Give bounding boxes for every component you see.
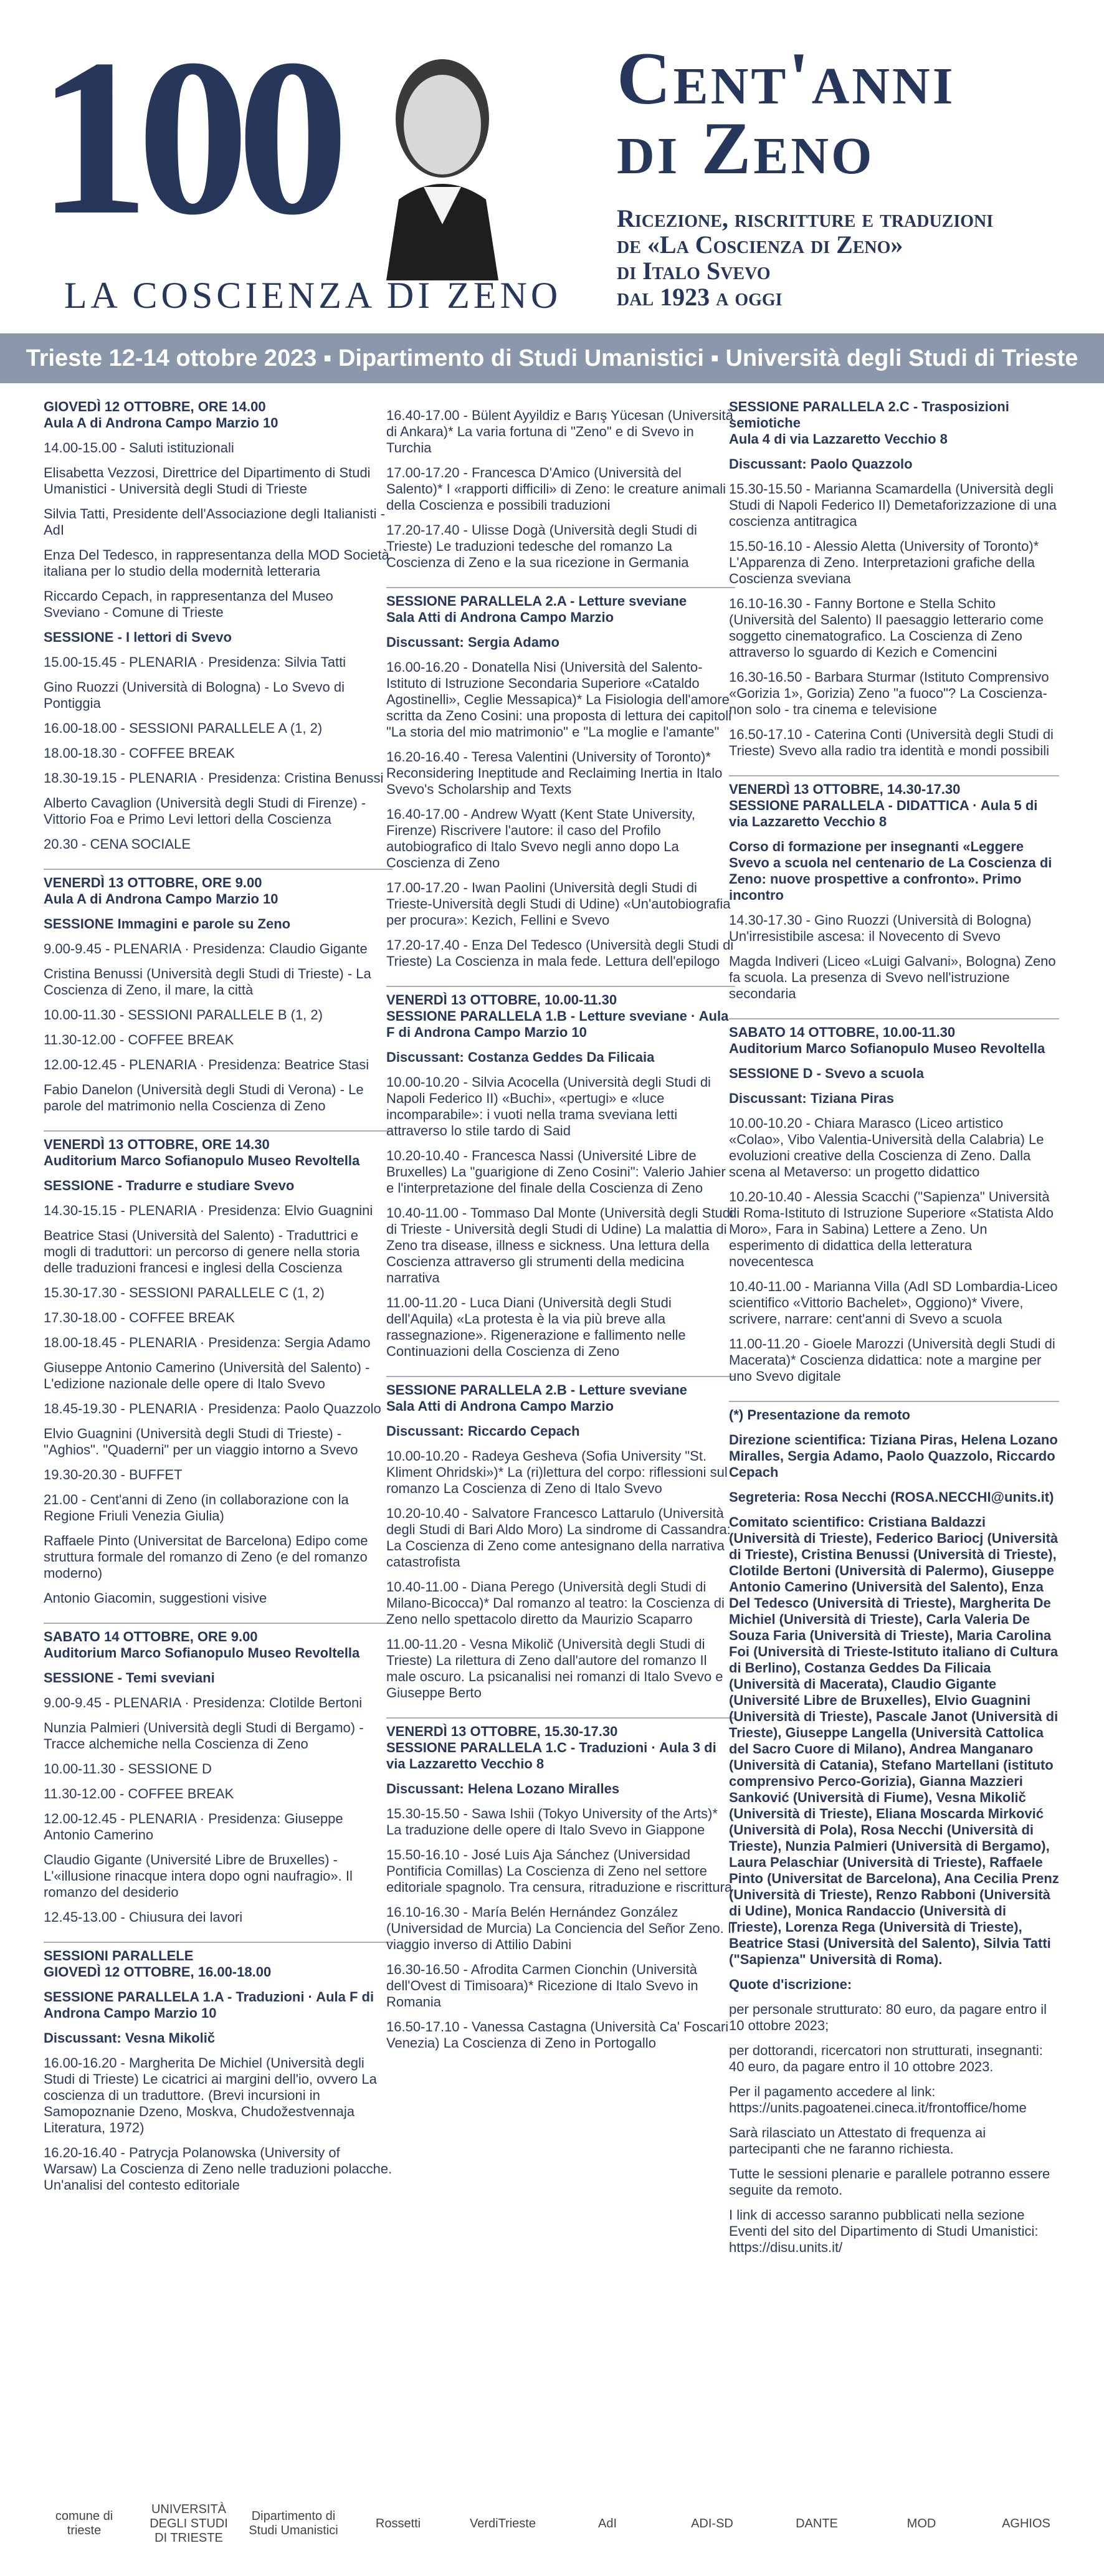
partner-logo: ADI-SD <box>691 2516 733 2531</box>
program-item: 10.20-10.40 - Salvatore Francesco Lattarulo (Università degli Studi di Bari Aldo Moro) La sindrome di Cassandra: La Coscienza di Zeno come antesignano della narrativa catastrofista <box>386 1505 731 1570</box>
partner-logo: comune di trieste <box>55 2509 113 2537</box>
block-subheading: Sala Atti di Androna Campo Marzio <box>386 1398 614 1414</box>
program-block <box>729 399 1059 759</box>
program-item: SESSIONE - Temi sveviani <box>44 1670 215 1686</box>
block-subheading: Aula A di Androna Campo Marzio 10 <box>44 415 278 431</box>
program-item: 16.20-16.40 - Patrycja Polanowska (University of Warsaw) La Coscienza di Zeno nelle traduzioni polacche. Un'analisi del contesto editoriale <box>44 2145 393 2193</box>
program-item: Silvia Tatti, Presidente dell'Associazione degli Italianisti - AdI <box>44 506 385 538</box>
program-item: 15.30-15.50 - Marianna Scamardella (Università degli Studi di Napoli Federico II) Demetaforizzazione di una coscienza antitragica <box>729 481 1057 529</box>
program-item: 12.00-12.45 - PLENARIA · Presidenza: Beatrice Stasi <box>44 1057 369 1072</box>
program-item: Beatrice Stasi (Università del Salento) - Traduttrici e mogli di traduttori: un percorso di genere nella storia delle traduzioni francesi e inglesi della Coscienza <box>44 1228 360 1276</box>
block-heading: SABATO 14 OTTOBRE, ORE 9.00 <box>44 1629 258 1644</box>
program-item: Cristina Benussi (Università degli Studi di Trieste) - La Coscienza di Zeno, il mare, la città <box>44 966 371 998</box>
program-item: Giuseppe Antonio Camerino (Università del Salento) - L'edizione nazionale delle opere di Italo Svevo <box>44 1360 370 1391</box>
program-item: Discussant: Costanza Geddes Da Filicaia <box>386 1049 655 1065</box>
title-line: Cent'anni <box>617 37 956 120</box>
partner-logo: Dipartimento di Studi Umanistici <box>249 2509 338 2537</box>
program-item: 16.20-16.40 - Teresa Valentini (University of Toronto)* Reconsidering Ineptitude and Reclaiming Inertia in Italo Svevo's Scholarship and Texts <box>386 749 723 797</box>
block-heading: VENERDÌ 13 OTTOBRE, 14.30-17.30 <box>729 781 961 797</box>
program-block <box>44 1130 393 1606</box>
program-item: Enza Del Tedesco, in rappresentanza della MOD Società italiana per lo studio della modernità letteraria <box>44 547 389 579</box>
program-item: Riccardo Cepach, in rappresentanza del Museo Sveviano - Comune di Trieste <box>44 588 333 620</box>
program-item: 20.30 - CENA SOCIALE <box>44 836 191 852</box>
program-item: 10.40-11.00 - Marianna Villa (AdI SD Lombardia-Liceo scientifico «Vittorio Bachelet», Oggiono)* Vivere, scrivere, narrare: cent'anni di Svevo a scuola <box>729 1279 1058 1327</box>
program-item: 17.00-17.20 - Francesca D'Amico (Università del Salento)* I «rapporti difficili» di Zeno: le creature animali della Coscienza e possibili traduzioni <box>386 465 726 513</box>
program-item: 14.30-15.15 - PLENARIA · Presidenza: Elvio Guagnini <box>44 1203 373 1218</box>
block-heading: SESSIONI PARALLELE <box>44 1948 194 1963</box>
program-item: SESSIONE D - Svevo a scuola <box>729 1066 925 1081</box>
program-item: 17.30-18.00 - COFFEE BREAK <box>44 1310 235 1325</box>
block-heading: SABATO 14 OTTOBRE, 10.00-11.30 <box>729 1024 956 1040</box>
block-subheading: SESSIONE PARALLELA 1.C - Traduzioni · Aula 3 di via Lazzaretto Vecchio 8 <box>386 1740 716 1772</box>
program-item: 16.30-16.50 - Afrodita Carmen Cionchin (Università dell'Ovest di Timisoara)* Ricezione di Italo Svevo in Romania <box>386 1962 698 2010</box>
program-item: Corso di formazione per insegnanti «Leggere Svevo a scuola nel centenario de La Coscienza di Zeno: nuove prospettive a confronto». Primo incontro <box>729 839 1052 903</box>
block-subheading: Sala Atti di Androna Campo Marzio <box>386 609 614 625</box>
block-heading: VENERDÌ 13 OTTOBRE, 10.00-11.30 <box>386 992 617 1008</box>
program-block <box>386 408 735 571</box>
program-item: 17.00-17.20 - Iwan Paolini (Università degli Studi di Trieste-Università degli Studi di Udine) «Un'autobiografia per procura»: Kezich, Fellini e Svevo <box>386 880 731 928</box>
subtitle-line: dal 1923 a oggi <box>617 283 783 311</box>
program-item: 16.10-16.30 - Fanny Bortone e Stella Schito (Università del Salento) Il paesaggio letterario come soggetto cinematografico. La Coscienza di Zeno attraverso lo sguardo di Kezich e Comencini <box>729 596 1044 660</box>
partner-logo: UNIVERSITÀ DEGLI STUDI DI TRIESTE <box>150 2502 228 2545</box>
program-item: 11.00-11.20 - Luca Diani (Università degli Studi dell'Aquila) «La protesta è la via più breve alla rassegnazione». Rigenerazione e fallimento nelle Continuazioni della Coscienza di Zeno <box>386 1295 686 1359</box>
program-item: Direzione scientifica: Tiziana Piras, Helena Lozano Miralles, Sergia Adamo, Paolo Quazzolo, Riccardo Cepach <box>729 1432 1058 1480</box>
program-item: Discussant: Vesna Mikolič <box>44 2030 216 2046</box>
partner-logo: Rossetti <box>375 2516 421 2531</box>
block-heading: VENERDÌ 13 OTTOBRE, 15.30-17.30 <box>386 1724 618 1739</box>
program-item: Discussant: Riccardo Cepach <box>386 1423 580 1439</box>
program-item: 15.00-15.45 - PLENARIA · Presidenza: Silvia Tatti <box>44 654 346 670</box>
program-item: Fabio Danelon (Università degli Studi di Verona) - Le parole del matrimonio nella Coscienza di Zeno <box>44 1082 364 1114</box>
program-item: Discussant: Helena Lozano Miralles <box>386 1781 620 1796</box>
block-subheading: SESSIONE PARALLELA - DIDATTICA · Aula 5 di via Lazzaretto Vecchio 8 <box>729 798 1038 829</box>
program-item: Segreteria: Rosa Necchi (ROSA.NECCHI@units.it) <box>729 1489 1054 1505</box>
program-block <box>729 1401 1059 2256</box>
program-item: 15.30-17.30 - SESSIONI PARALLELE C (1, 2) <box>44 1285 325 1300</box>
program-item: 11.30-12.00 - COFFEE BREAK <box>44 1786 234 1801</box>
program-item: 11.30-12.00 - COFFEE BREAK <box>44 1032 234 1047</box>
block-heading: (*) Presentazione da remoto <box>729 1407 910 1423</box>
program-block <box>44 869 393 1114</box>
block-subheading: SESSIONE PARALLELA 1.B - Letture sveviane · Aula F di Androna Campo Marzio 10 <box>386 1008 729 1040</box>
partner-logo: MOD <box>907 2516 936 2531</box>
block-subheading: Auditorium Marco Sofianopulo Museo Revoltella <box>729 1041 1045 1056</box>
program-item: 12.45-13.00 - Chiusura dei lavori <box>44 1909 243 1925</box>
program-item: Per il pagamento accedere al link: https://units.pagoatenei.cineca.it/frontoffice/home <box>729 2084 1027 2116</box>
subtitle-line: di Italo Svevo <box>617 257 771 285</box>
program-item: 19.30-20.30 - BUFFET <box>44 1467 183 1482</box>
event-band: Trieste 12-14 ottobre 2023 ▪ Dipartimento di Studi Umanistici ▪ Università degli Studi di Trieste <box>0 333 1104 383</box>
block-heading: SESSIONE PARALLELA 2.B - Letture sveviane <box>386 1382 687 1398</box>
program-item: 18.45-19.30 - PLENARIA · Presidenza: Paolo Quazzolo <box>44 1401 381 1416</box>
title-line: di Zeno <box>617 107 875 189</box>
portrait-image <box>349 44 536 280</box>
program-item: I link di accesso saranno pubblicati nella sezione Eventi del sito del Dipartimento di Studi Umanistici: https://disu.units.it/ <box>729 2207 1039 2255</box>
program-item: 10.00-10.20 - Silvia Acocella (Università degli Studi di Napoli Federico II) «Buchi», «pertugi» e «luce incomparabile»: i vuoti nella trama sveviana letti attraverso lo stile tardo di Said <box>386 1074 711 1138</box>
program-item: Elisabetta Vezzosi, Direttrice del Dipartimento di Studi Umanistici - Università degli Studi di Trieste <box>44 465 371 497</box>
program-item: 16.00-16.20 - Donatella Nisi (Università del Salento-Istituto di Istruzione Secondaria Superiore «Cataldo Agostinelli», Ceglie Messapica)* La Fisiologia dell'amore scritta da Zeno Cosini: una proposta di lettura dei capitoli "La storia del mio matrimonio" e "La moglie e l'amante" <box>386 659 731 740</box>
program-item: Raffaele Pinto (Universitat de Barcelona) Edipo come struttura formale del romanzo di Zeno (e del romanzo moderno) <box>44 1533 368 1581</box>
program-item: 17.20-17.40 - Enza Del Tedesco (Università degli Studi di Trieste) La Coscienza in mala fede. Lettura dell'epilogo <box>386 937 734 969</box>
program-item: 10.40-11.00 - Diana Perego (Università degli Studi di Milano-Bicocca)* Dal romanzo al teatro: la Coscienza di Zeno nello spettacolo diretto da Maurizio Scaparro <box>386 1579 725 1627</box>
program-item: 11.00-11.20 - Gioele Marozzi (Università degli Studi di Macerata)* Coscienza didattica: note a margine per uno Svevo digitale <box>729 1336 1055 1384</box>
program-block <box>44 1623 393 1925</box>
program-item: 21.00 - Cent'anni di Zeno (in collaborazione con la Regione Friuli Venezia Giulia) <box>44 1492 349 1524</box>
program-item: Sarà rilasciato un Attestato di frequenza ai partecipanti che ne faranno richiesta. <box>729 2125 986 2157</box>
header <box>0 0 1104 324</box>
block-subheading: GIOVEDÌ 12 OTTOBRE, 16.00-18.00 <box>44 1964 272 1980</box>
partner-logo: AGHIOS <box>1002 2516 1050 2531</box>
program-item: Discussant: Paolo Quazzolo <box>729 456 913 472</box>
program-item: 16.50-17.10 - Vanessa Castagna (Università Ca' Foscari Venezia) La Coscienza di Zeno in Portogallo <box>386 2019 729 2051</box>
program-block <box>386 986 735 1360</box>
program-item: Gino Ruozzi (Università di Bologna) - Lo Svevo di Pontiggia <box>44 679 345 711</box>
program-item: SESSIONE PARALLELA 1.A - Traduzioni · Aula F di Androna Campo Marzio 10 <box>44 1989 374 2021</box>
partner-logo: VerdiTrieste <box>470 2516 536 2531</box>
program-item: Comitato scientifico: Cristiana Baldazzi (Università di Trieste), Federico Bariocj (Università di Trieste), Cristina Benussi (Università di Trieste), Clotilde Bertoni (Università di Palermo), Giuseppe Antonio Camerino (Università del Salento), Enza Del Tedesco (Università di Trieste), Margherita De Michiel (Università di Trieste), Carla Valeria De Souza Faria (Università di Trieste), Maria Carolina Foi (Università di Trieste-Istituto italiano di Cultura di Berlino), Costanza Geddes Da Filicaia (Università di Macerata), Claudio Gigante (Université Libre de Bruxelles), Elvio Guagnini (Università di Trieste), Pascale Janot (Università di Trieste), Giuseppe Langella (Università Cattolica del Sacro Cuore di Milano), Andrea Manganaro (Università di Catania), Stefano Martellani (istituto comprensivo Perco-Gorizia), Gianna Mazzieri Sanković (Università di Fiume), Vesna Mikolič (Università di Trieste), Eliana Moscarda Mirković (Università di Pola), Rosa Necchi (Università di Trieste), Nunzia Palmieri (Università di Bergamo), Laura Pelaschiar (Università di Trieste), Raffaele Pinto (Universitat de Barcelona), Ana Cecilia Prenz (Università di Trieste), Renzo Rabboni (Università di Udine), Monica Randaccio (Università di Trieste), Lorenza Rega (Università di Trieste), Beatrice Stasi (Università del Salento), Silvia Tatti ("Sapienza" Università di Roma). <box>729 1514 1059 1967</box>
program-item: 16.00-18.00 - SESSIONI PARALLELE A (1, 2) <box>44 720 323 736</box>
program-item: 16.10-16.30 - María Belén Hernández González (Universidad de Murcia) La Conciencia del Señor Zeno. Il viaggio inverso di Attilio Dabini <box>386 1904 735 1952</box>
program-item: 10.00-10.20 - Chiara Marasco (Liceo artistico «Colao», Vibo Valentia-Università della Calabria) Le evoluzioni creative della Coscienza di Zeno. Dalla scena al Metaverso: un progetto didattico <box>729 1115 1044 1180</box>
program-item: 17.20-17.40 - Ulisse Dogà (Università degli Studi di Trieste) Le traduzioni tedesche del romanzo La Coscienza di Zeno e la sua ricezione in Germania <box>386 522 697 570</box>
program-item: Elvio Guagnini (Università degli Studi di Trieste) - "Aghios". "Quaderni" per un viaggio intorno a Svevo <box>44 1426 358 1457</box>
program-item: 15.50-16.10 - José Luis Aja Sánchez (Universidad Pontificia Comillas) La Coscienza di Zeno nel settore editoriale spagnolo. Tra censura, ritraduzione e riscrittura <box>386 1847 733 1895</box>
program-item: 14.00-15.00 - Saluti istituzionali <box>44 440 234 456</box>
block-subheading: Aula 4 di via Lazzaretto Vecchio 8 <box>729 431 948 447</box>
block-subheading: Auditorium Marco Sofianopulo Museo Revoltella <box>44 1153 360 1168</box>
program-item: 14.30-17.30 - Gino Ruozzi (Università di Bologna) Un'irresistibile ascesa: il Novecento di Svevo <box>729 912 1032 944</box>
program-item: 16.30-16.50 - Barbara Sturmar (Istituto Comprensivo «Gorizia 1», Gorizia) Zeno "a fuoco"? La Coscienza- non solo - tra cinema e televisione <box>729 669 1049 717</box>
program-column-3 <box>729 399 1059 2272</box>
block-heading: SESSIONE PARALLELA 2.C - Trasposizioni semiotiche <box>729 399 1009 431</box>
program-block <box>729 1018 1059 1385</box>
program-item: Nunzia Palmieri (Università degli Studi di Bergamo) - Tracce alchemiche nella Coscienza di Zeno <box>44 1720 364 1752</box>
block-subheading: Aula A di Androna Campo Marzio 10 <box>44 891 278 907</box>
block-heading: SESSIONE PARALLELA 2.A - Letture sveviane <box>386 593 687 609</box>
program-item: 18.00-18.30 - COFFEE BREAK <box>44 745 235 761</box>
program-block <box>386 1717 735 2051</box>
program-item: 18.00-18.45 - PLENARIA · Presidenza: Sergia Adamo <box>44 1335 371 1350</box>
program-item: 16.50-17.10 - Caterina Conti (Università degli Studi di Trieste) Svevo alla radio tra identità e mondi possibili <box>729 727 1054 758</box>
subtitle <box>617 206 993 310</box>
big-number: 100 <box>37 12 336 261</box>
block-subheading: Auditorium Marco Sofianopulo Museo Revoltella <box>44 1645 360 1661</box>
program-item: Tutte le sessioni plenarie e parallele potranno essere seguite da remoto. <box>729 2166 1050 2198</box>
main-title <box>617 37 956 189</box>
program-block <box>729 775 1059 1002</box>
program-item: Quote d'iscrizione: <box>729 1977 852 1992</box>
program-item: 11.00-11.20 - Vesna Mikolič (Università degli Studi di Trieste) La rilettura di Zeno dall'autore del romanzo Il male oscuro. La psicanalisi nei romanzi di Italo Svevo e Giuseppe Berto <box>386 1636 723 1701</box>
program-item: Antonio Giacomin, suggestioni visive <box>44 1590 267 1606</box>
program-block <box>44 1942 393 2193</box>
subtitle-line: de «La Coscienza di Zeno» <box>617 231 903 259</box>
program-block <box>386 587 735 970</box>
partner-logo: AdI <box>597 2516 617 2531</box>
program-item: per dottorandi, ricercatori non strutturati, insegnanti: 40 euro, da pagare entro il 10 ottobre 2023. <box>729 2043 1043 2074</box>
partner-logo: DANTE <box>796 2516 838 2531</box>
program-item: 10.00-11.30 - SESSIONE D <box>44 1761 212 1777</box>
program-item: 18.30-19.15 - PLENARIA · Presidenza: Cristina Benussi <box>44 770 384 786</box>
program-item: 9.00-9.45 - PLENARIA · Presidenza: Clotilde Bertoni <box>44 1695 363 1710</box>
program-item: Discussant: Tiziana Piras <box>729 1090 894 1106</box>
program-item: per personale strutturato: 80 euro, da pagare entro il 10 ottobre 2023; <box>729 2001 1047 2033</box>
block-heading: VENERDÌ 13 OTTOBRE, ORE 9.00 <box>44 875 262 890</box>
program-item: Magda Indiveri (Liceo «Luigi Galvani», Bologna) Zeno fa scuola. La presenza di Svevo nell'istruzione secondaria <box>729 953 1056 1001</box>
subject-title: LA COSCIENZA DI ZENO <box>64 275 562 316</box>
program-item: 16.40-17.00 - Andrew Wyatt (Kent State University, Firenze) Riscrivere l'autore: il caso del Profilo autobiografico di Italo Svevo negli anno dopo La Coscienza di Zeno <box>386 806 695 871</box>
program-item: 10.40-11.00 - Tommaso Dal Monte (Università degli Studi di Trieste - Università degli Studi di Udine) La malattia di Zeno tra disease, illness e sickness. Una lettura della Coscienza attraverso gli strumenti della medicina narrativa <box>386 1205 733 1286</box>
program-item: 10.20-10.40 - Alessia Scacchi ("Sapienza" Università di Roma-Istituto di Istruzione Superiore «Statista Aldo Moro», Fara in Sabina) Lettere a Zeno. Un esperimento di didattica della letteratura novecentesca <box>729 1189 1054 1269</box>
program-block <box>44 399 393 852</box>
program-item: 15.50-16.10 - Alessio Aletta (University of Toronto)* L'Apparenza di Zeno. Interpretazioni grafiche della Coscienza sveviana <box>729 538 1039 586</box>
program-item: SESSIONE - Tradurre e studiare Svevo <box>44 1178 295 1193</box>
subtitle-line: Ricezione, riscritture e traduzioni <box>617 204 994 232</box>
program-item: Discussant: Sergia Adamo <box>386 634 559 650</box>
block-heading: VENERDÌ 13 OTTOBRE, ORE 14.30 <box>44 1137 270 1152</box>
program-item: SESSIONE - I lettori di Svevo <box>44 629 232 645</box>
program-item: 10.00-11.30 - SESSIONI PARALLELE B (1, 2) <box>44 1007 323 1023</box>
program-item: Alberto Cavaglion (Università degli Studi di Firenze) - Vittorio Foa e Primo Levi lettori della Coscienza <box>44 795 366 827</box>
program-item: 16.00-16.20 - Margherita De Michiel (Università degli Studi di Trieste) Le cicatrici ai margini dell'io, ovvero La coscienza di un traduttore. (Brevi incursioni in Samopoznanie Dzeno, Moskva, Chudožestvennaja Literatura, 1972) <box>44 2055 377 2135</box>
program-item: 9.00-9.45 - PLENARIA · Presidenza: Claudio Gigante <box>44 941 368 956</box>
program-item: 16.40-17.00 - Bülent Ayyildiz e Barış Yücesan (Università di Ankara)* La varia fortuna di "Zeno" e di Svevo in Turchia <box>386 408 733 456</box>
program-item: Claudio Gigante (Université Libre de Bruxelles) - L'«illusione rinacque intera dopo ogni naufragio». Il romanzo del desiderio <box>44 1852 353 1900</box>
program-column-1 <box>44 399 393 2210</box>
program-item: SESSIONE Immagini e parole su Zeno <box>44 916 291 932</box>
program-item: 12.00-12.45 - PLENARIA · Presidenza: Giuseppe Antonio Camerino <box>44 1811 343 1843</box>
program-item: 10.20-10.40 - Francesca Nassi (Université Libre de Bruxelles) La "guarigione di Zeno Cosini": Valerio Jahier e l'interpretazione del finale della Coscienza di Zeno <box>386 1148 726 1196</box>
footer-logos <box>0 2486 1104 2561</box>
program-item: 15.30-15.50 - Sawa Ishii (Tokyo University of the Arts)* La traduzione delle opere di Italo Svevo in Giappone <box>386 1806 718 1838</box>
program-column-2 <box>386 399 735 2068</box>
program-block <box>386 1376 735 1701</box>
program-item: 10.00-10.20 - Radeya Gesheva (Sofia University "St. Kliment Ohridski»)* La (ri)lettura del corpo: riflessioni sul romanzo La Coscienza di Zeno di Italo Svevo <box>386 1448 728 1496</box>
block-heading: GIOVEDÌ 12 OTTOBRE, ORE 14.00 <box>44 399 266 414</box>
